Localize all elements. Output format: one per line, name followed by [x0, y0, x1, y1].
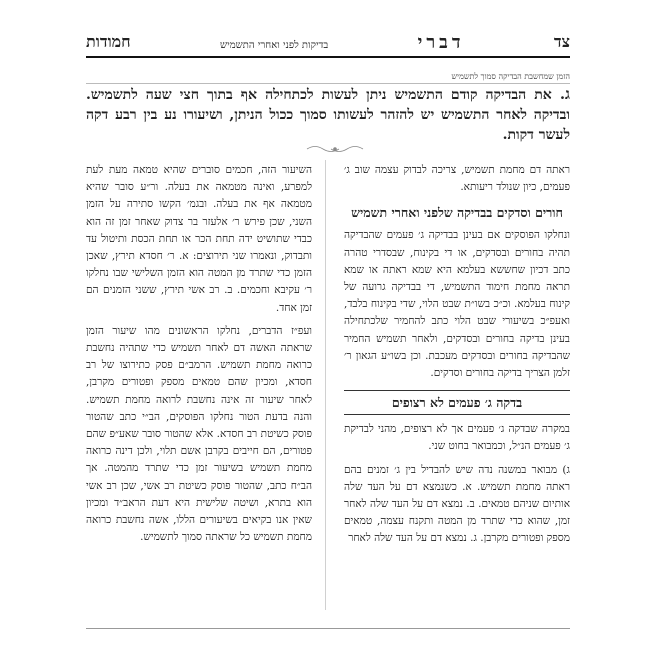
- footer-rule: [86, 628, 570, 629]
- running-subtitle: בדיקות לפני ואחרי התשמיש: [220, 40, 329, 51]
- right-column: [344, 162, 570, 554]
- halacha-text: את הבדיקה קודם התשמיש ניתן לעשות לכתחילה אף בתוך חצי שעה לתשמיש. ובדיקה לאחר התשמיש יש להזהר לעשותו סמוך ככול הניתן, ושיעורו נע בין רבע דקה לעשר דקות.: [86, 87, 570, 143]
- series-title: חמודות: [86, 32, 131, 51]
- right-heading-2: בדקה ג׳ פעמים לא רצופים: [344, 390, 570, 415]
- right-paragraph-4: ג) מבואר במשנה נדה שיש להבדיל בין ג׳ זמנים בהם ראתה מחמת תשמיש. א. כשנמצא דם על העד שלה אותיום שניהם טמאים. ב. נמצא דם על העד שלה לאחר זמן, שהוא כדי שתרד מן המטה ותקנח עצמה, טמאים מספק ופטורים מקרבן. ג. נמצא דם על העד שלה לאחר: [344, 463, 570, 545]
- right-heading-1: חורים וסדקים בבדיקה שלפני ואחרי תשמיש: [351, 205, 563, 221]
- right-paragraph-3: במקרה שבדקה ג׳ פעמים אך לא רצופים, מהני לבדיקת ג׳ פעמים הנ״ל, וכמבואר בחוט שני.: [344, 423, 570, 453]
- section-label: הזמן שמחשבת הבדיקה סמוך לתשמיש: [86, 72, 570, 84]
- book-title: דברי: [417, 32, 465, 53]
- right-paragraph-2: ונחלקו הפוסקים אם בעינן בבדיקה ג׳ פעמים שהבדיקה תהיה בחורים ובסדקים, או די בקינוח, שבסדרי טהרה כתב דכיון שחששא בעלמא היא שמא ראתה או שמא תראה מחמת חימוד התשמיש, די בבדיקה גרועה של קינוח בעלמא. וכ״כ בשו״ת שבט הלוי, שדי בקינוח בלבד, ואעפ״כ בשיעורי שבט הלוי כתב להחמיר שלכתחילה בעינן בדיקה בחורים ובסדקים, ולאחר תשמיש החמיר שהבדיקה בחורים ובסדקים מעכבת. וכן בשו״ע הגאון ר׳ זלמן הצריך בדיקה בחורים וסדקים.: [344, 229, 570, 380]
- ornament-divider-icon: [305, 144, 365, 154]
- page-header: [86, 20, 570, 58]
- left-column: [86, 162, 312, 552]
- halacha-paragraph: [86, 84, 570, 145]
- column-divider: [325, 160, 326, 610]
- left-paragraph-2: ועפ״ז הדברים, נחלקו הראשונים מהו שיעור הזמן שראתה האשה דם לאחר תשמיש כדי שתהיה נחשבת כרואה מחמת תשמיש. הרמב״ם פסק כתירוצו של רב חסדא, ומכיון שהם טמאים מספק ופטורים מקרבן, לאחר שיעור זה אינה נחשבת לרואה מחמת תשמיש. והנה בדעת הטור נחלקו הפוסקים, הב״י כתב שהטור פוסק כשיטת רב חסדא. אלא שהטור סובר שאע״פ שהם פטורים, הם חייבים בקרבן אשם תלוי, ולכן דינה כרואה מחמת תשמיש בשיעור זמן כדי שתרד מהמטה. אך הב״ח כתב, שהטור פוסק כשיטת רב אשי, שכן רב אשי הוא בתרא, ושיטה שלישית היא דעת הראב״ד ומכיון שאין אנו בקיאים בשיעורים הללו, אשה נחשבת כרואה מחמת תשמיש כל שראתה סמוך לתשמיש.: [86, 324, 312, 544]
- left-paragraph-1: השיעור הזה, חכמים סוברים שהיא טמאה מעת לעת למפרע, ואינה מטמאה את בעלה. ור״ע סובר שהיא מטמאה אף את בעלה. ובגמ׳ הקשו סתירה על הזמן השני, שכן פירש ר׳ אלעזר בר צדוק שאחר זמן זה הוא כבדי שתושיט ידה תחת הכר או תחת הכסת ותיטול עד ותבדוק, ונאמרו שני תירוצים: א. ר׳ חסדא תירץ, שאכן הזמן כדי שתרד מן המטה הוא הזמן השלישי שבו נחלקו ר׳ עקיבא וחכמים. ב. רב אשי תירץ, ששני הזמנים הם זמן אחד.: [86, 164, 312, 314]
- right-paragraph-1: ראתה דם מחמת תשמיש, צריכה לבדוק עצמה שוב ג׳ פעמים, כיון שנולד ריעותא.: [344, 164, 570, 194]
- page-number: צד: [553, 32, 570, 51]
- halacha-mark: ג.: [559, 85, 570, 103]
